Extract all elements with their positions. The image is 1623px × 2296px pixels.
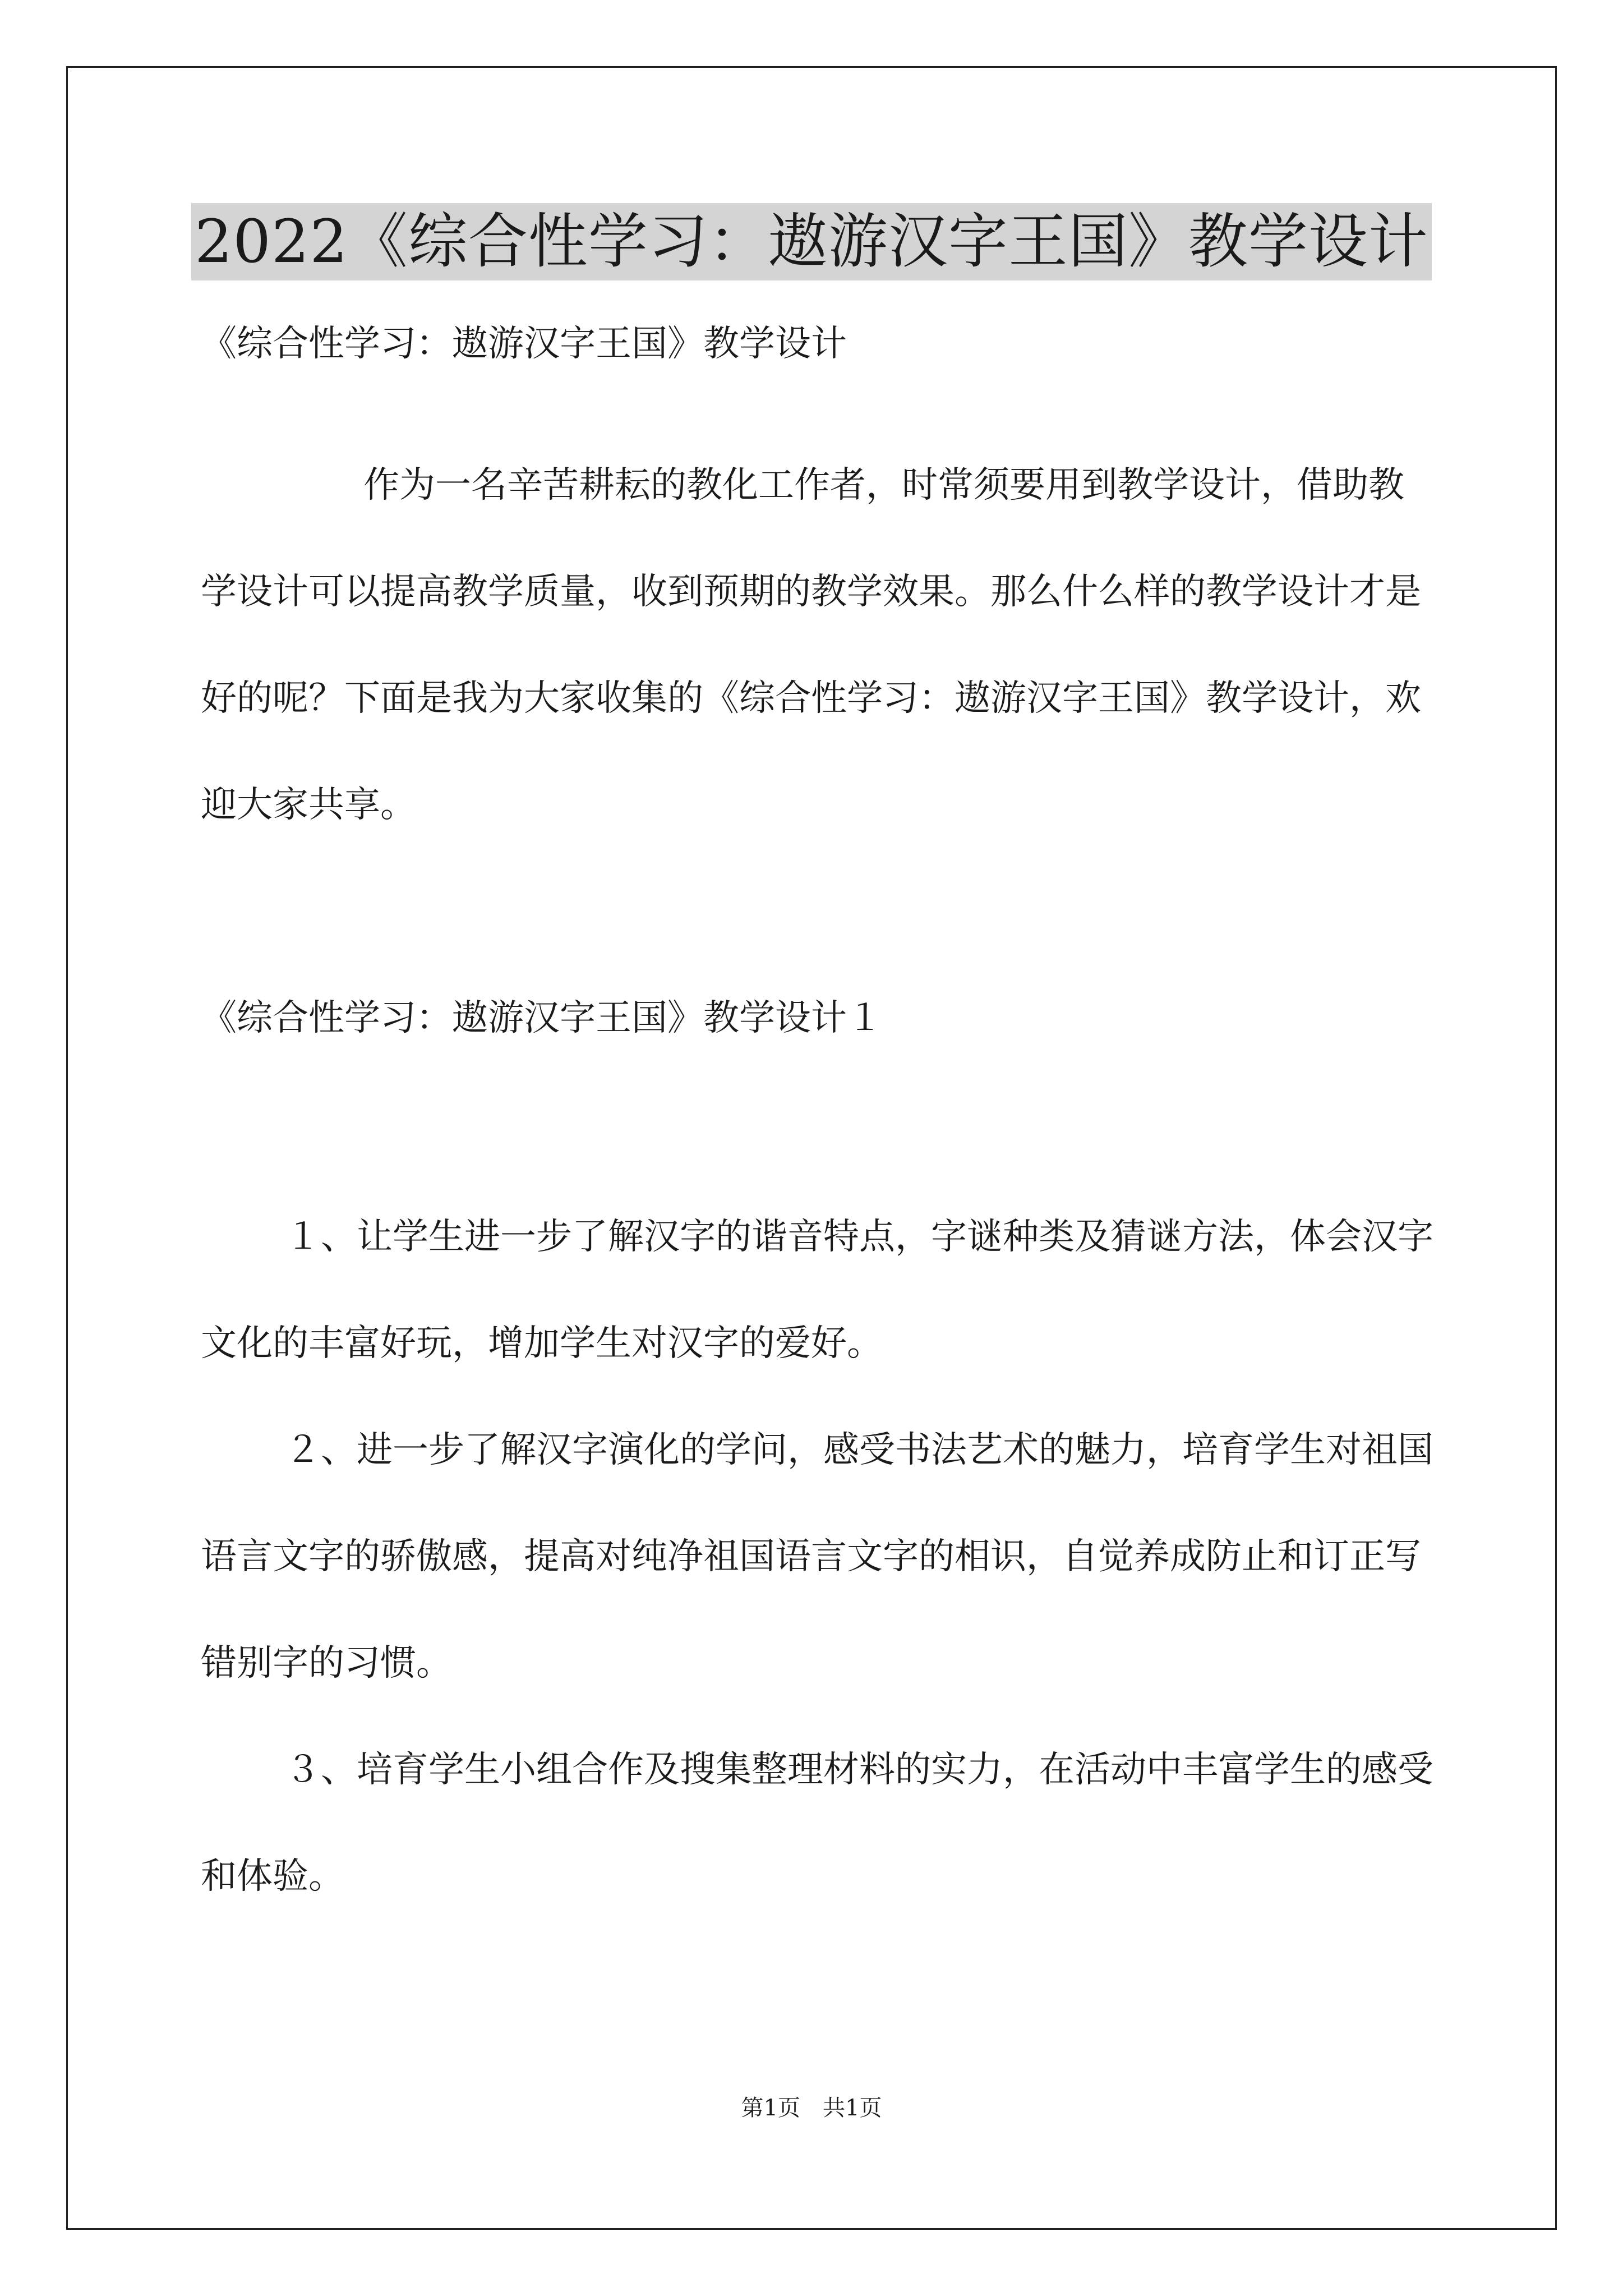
document-title: 2022《综合性学习：遨游汉字王国》教学设计 — [191, 203, 1432, 280]
title-container — [0, 203, 1623, 280]
section-heading: 《综合性学习：遨游汉字王国》教学设计１ — [201, 997, 883, 1039]
list-item: １、让学生进一步了解汉字的谐音特点，字谜种类及猜谜方法，体会汉字文化的丰富好玩，增加学生对汉字的爱好。 — [201, 1216, 1433, 1364]
list-item: ３、培育学生小组合作及搜集整理材料的实力，在活动中丰富学生的感受和体验。 — [201, 1749, 1433, 1897]
list-item: ２、进一步了解汉字演化的学问，感受书法艺术的魅力，培育学生对祖国语言文字的骄傲感，提高对纯净祖国语言文字的相识，自觉养成防止和订正写错别字的习惯。 — [201, 1429, 1433, 1684]
document-subtitle: 《综合性学习：遨游汉字王国》教学设计 — [201, 323, 847, 365]
page-footer: 第1页 共1页 — [741, 2095, 882, 2121]
intro-paragraph: 作为一名辛苦耕耘的教化工作者，时常须要用到教学设计，借助教学设计可以提高教学质量，收到预期的教学效果。那么什么样的教学设计才是好的呢？下面是我为大家收集的《综合性学习：遨游汉字王国》教学设计，欢迎大家共享。 — [201, 464, 1421, 826]
